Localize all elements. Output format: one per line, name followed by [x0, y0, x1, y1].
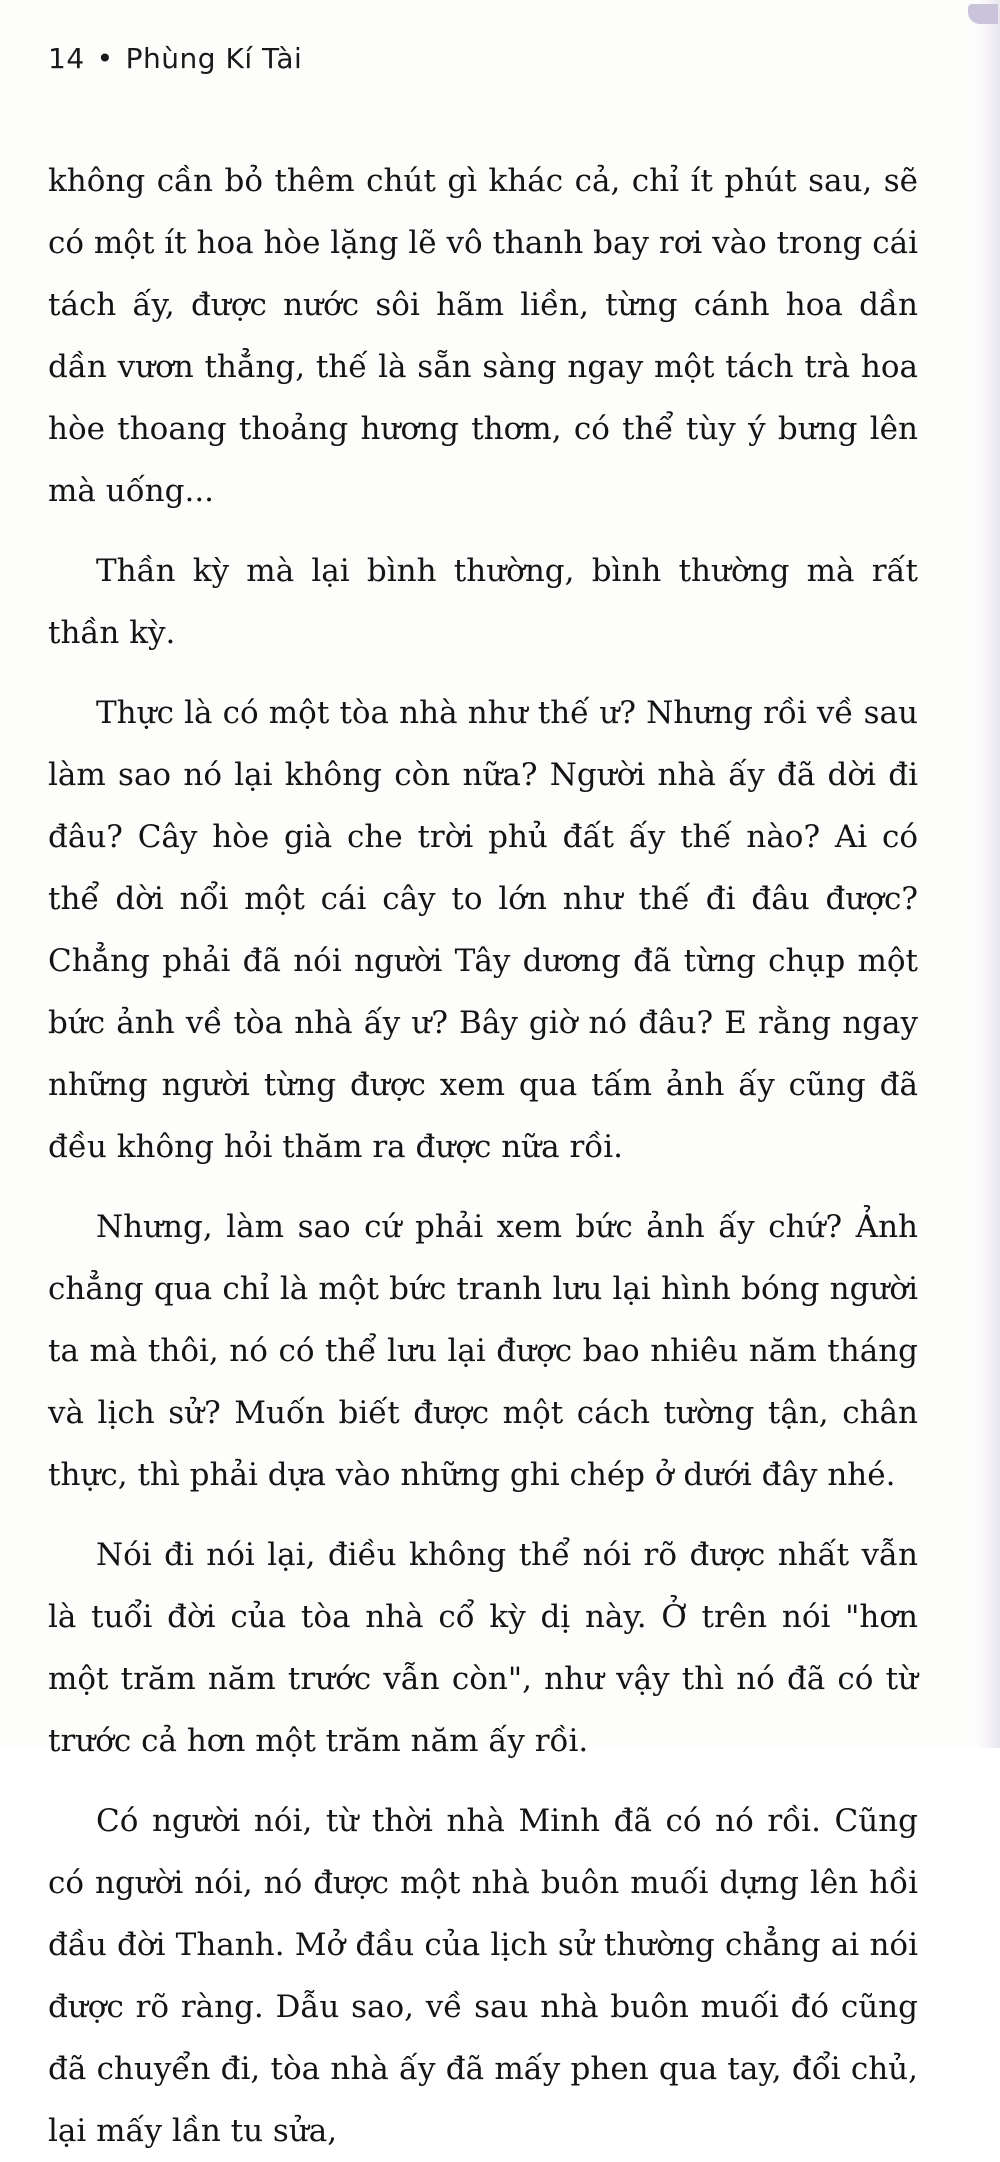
page-edge-shadow — [974, 0, 1000, 1748]
paragraph-2: Thần kỳ mà lại bình thường, bình thường mà rất thần kỳ. — [48, 553, 918, 651]
paragraph-3: Thực là có một tòa nhà như thế ư? Nhưng rồi về sau làm sao nó lại không còn nữa? Người nhà ấy đã dời đi đâu? Cây hòe già che trời phủ đất ấy thế nào? Ai có thể dời nổi một cái cây to lớn như thế đi đâu được? Chẳng phải đã nói người Tây dương đã từng chụp một bức ảnh về tòa nhà ấy ư? Bây giờ nó đâu? E rằng ngay những người từng được xem qua tấm ảnh ấy cũng đã đều không hỏi thăm ra được nữa rồi. — [48, 695, 918, 1165]
paragraph-1: không cần bỏ thêm chút gì khác cả, chỉ ít phút sau, sẽ có một ít hoa hòe lặng lẽ vô thanh bay rơi vào trong cái tách ấy, được nước sôi hãm liền, từng cánh hoa dần dần vươn thẳng, thế là sẵn sàng ngay một tách trà hoa hòe thoang thoảng hương thơm, có thể tùy ý bưng lên mà uống... — [48, 163, 918, 509]
corner-mark — [968, 4, 998, 24]
paragraph-5: Nói đi nói lại, điều không thể nói rõ được nhất vẫn là tuổi đời của tòa nhà cổ kỳ dị này. Ở trên nói "hơn một trăm năm trước vẫn còn", như vậy thì nó đã có từ trước cả hơn một trăm năm ấy rồi. — [48, 1537, 918, 1759]
paragraph-6: Có người nói, từ thời nhà Minh đã có nó rồi. Cũng có người nói, nó được một nhà buôn muối dựng lên hồi đầu đời Thanh. Mở đầu của lịch sử thường chẳng ai nói được rõ ràng. Dẫu sao, về sau nhà buôn muối đó cũng đã chuyển đi, tòa nhà ấy đã mấy phen qua tay, đổi chủ, lại mấy lần tu sửa, — [48, 1803, 918, 2149]
author-name: Phùng Kí Tài — [125, 42, 303, 75]
header-separator: • — [96, 42, 114, 75]
running-header — [48, 42, 302, 75]
page-number: 14 — [48, 42, 85, 75]
paragraph-4: Nhưng, làm sao cứ phải xem bức ảnh ấy chứ? Ảnh chẳng qua chỉ là một bức tranh lưu lại hình bóng người ta mà thôi, nó có thể lưu lại được bao nhiêu năm tháng và lịch sử? Muốn biết được một cách tường tận, chân thực, thì phải dựa vào những ghi chép ở dưới đây nhé. — [48, 1209, 918, 1493]
body-text — [48, 150, 918, 2162]
